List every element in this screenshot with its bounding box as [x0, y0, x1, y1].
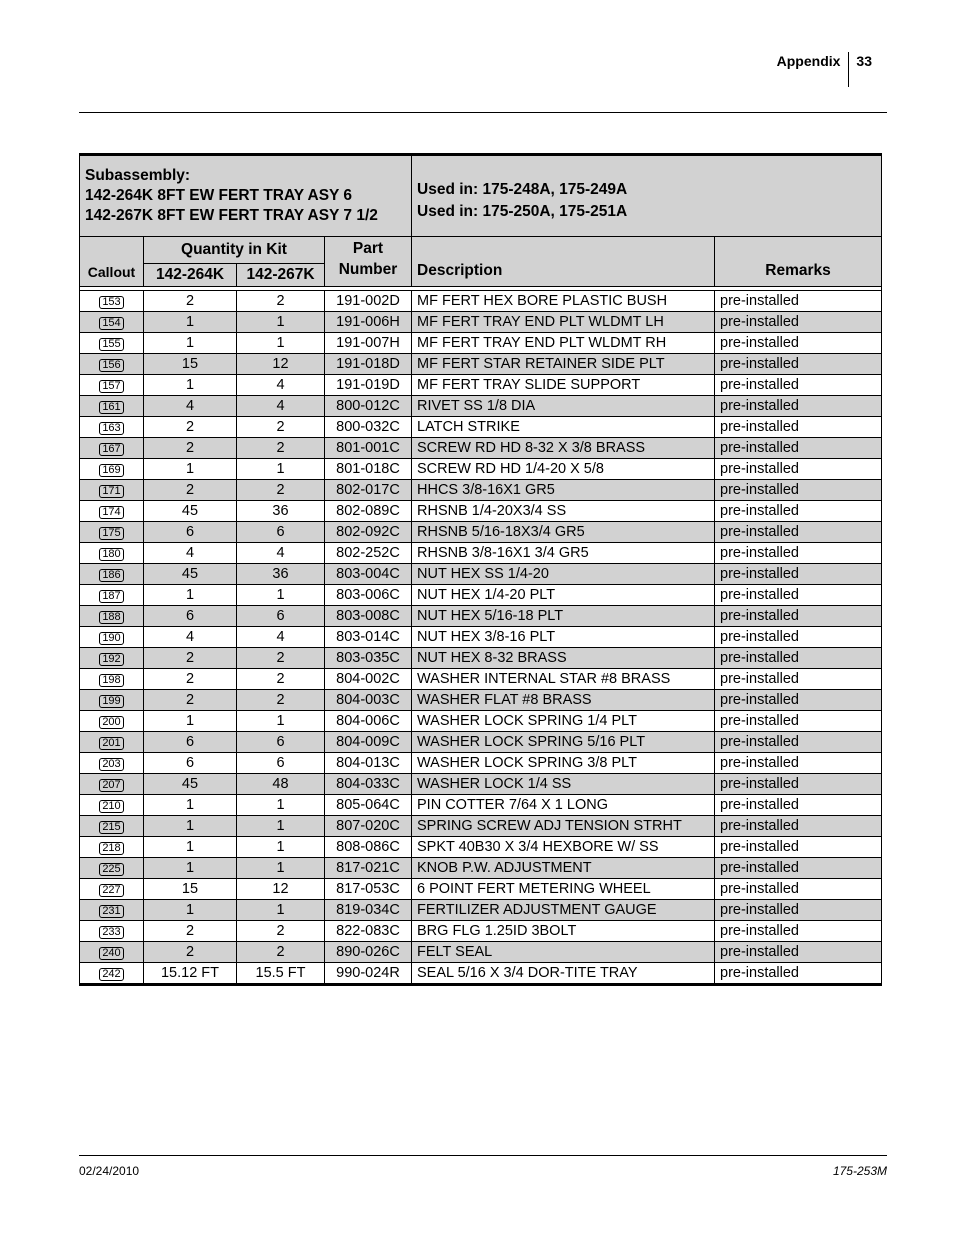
remarks-cell: pre-installed — [715, 543, 882, 564]
table-row — [80, 816, 882, 837]
callout-badge: 227 — [99, 884, 123, 897]
qty-142-267k-cell: 1 — [237, 333, 325, 354]
callout-badge: 233 — [99, 926, 123, 939]
table-row — [80, 942, 882, 963]
part-number-cell: 801-001C — [325, 438, 412, 459]
callout-badge: 171 — [99, 485, 123, 498]
callout-badge: 174 — [99, 506, 123, 519]
table-row — [80, 564, 882, 585]
qty-142-264k-cell: 1 — [144, 795, 237, 816]
description-cell: MF FERT HEX BORE PLASTIC BUSH — [412, 291, 715, 312]
description-cell: RHSNB 5/16-18X3/4 GR5 — [412, 522, 715, 543]
part-number-cell: 808-086C — [325, 837, 412, 858]
callout-badge: 161 — [99, 401, 123, 414]
col-description: Description — [412, 237, 715, 287]
page-header — [777, 52, 872, 87]
qty-142-267k-cell: 4 — [237, 627, 325, 648]
qty-142-264k-cell: 45 — [144, 501, 237, 522]
qty-142-264k-cell: 45 — [144, 774, 237, 795]
part-number-cell: 804-006C — [325, 711, 412, 732]
part-number-cell: 191-002D — [325, 291, 412, 312]
callout-cell — [80, 501, 144, 522]
callout-badge: 157 — [99, 380, 123, 393]
callout-badge: 167 — [99, 443, 123, 456]
part-number-cell: 191-007H — [325, 333, 412, 354]
part-number-cell: 803-008C — [325, 606, 412, 627]
callout-cell — [80, 438, 144, 459]
part-number-cell: 804-033C — [325, 774, 412, 795]
table-row — [80, 585, 882, 606]
remarks-cell: pre-installed — [715, 564, 882, 585]
callout-badge: 155 — [99, 338, 123, 351]
table-row — [80, 774, 882, 795]
callout-cell — [80, 396, 144, 417]
callout-badge: 175 — [99, 527, 123, 540]
description-cell: SPKT 40B30 X 3/4 HEXBORE W/ SS — [412, 837, 715, 858]
remarks-cell: pre-installed — [715, 858, 882, 879]
description-cell: WASHER LOCK SPRING 3/8 PLT — [412, 753, 715, 774]
qty-142-264k-cell: 2 — [144, 291, 237, 312]
callout-cell — [80, 312, 144, 333]
qty-142-264k-cell: 15 — [144, 879, 237, 900]
qty-142-267k-cell: 12 — [237, 879, 325, 900]
col-kit-142-267k: 142-267K — [237, 264, 325, 287]
callout-badge: 187 — [99, 590, 123, 603]
description-cell: BRG FLG 1.25ID 3BOLT — [412, 921, 715, 942]
remarks-cell: pre-installed — [715, 354, 882, 375]
footer-rule — [79, 1155, 887, 1156]
callout-cell — [80, 480, 144, 501]
remarks-cell: pre-installed — [715, 585, 882, 606]
callout-cell — [80, 711, 144, 732]
subassembly-label: Subassembly: — [85, 167, 191, 184]
part-number-cell: 803-006C — [325, 585, 412, 606]
subassembly-line-2: 142-267K 8FT EW FERT TRAY ASY 7 1/2 — [85, 207, 378, 224]
remarks-cell: pre-installed — [715, 963, 882, 985]
description-cell: NUT HEX 3/8-16 PLT — [412, 627, 715, 648]
qty-142-264k-cell: 1 — [144, 816, 237, 837]
table-row — [80, 606, 882, 627]
qty-142-267k-cell: 1 — [237, 900, 325, 921]
qty-142-264k-cell: 15 — [144, 354, 237, 375]
callout-cell — [80, 942, 144, 963]
qty-142-264k-cell: 4 — [144, 543, 237, 564]
description-cell: 6 POINT FERT METERING WHEEL — [412, 879, 715, 900]
table-row — [80, 522, 882, 543]
qty-142-264k-cell: 15.12 FT — [144, 963, 237, 985]
callout-cell — [80, 291, 144, 312]
callout-badge: 163 — [99, 422, 123, 435]
callout-badge: 200 — [99, 716, 123, 729]
qty-142-267k-cell: 36 — [237, 501, 325, 522]
callout-badge: 199 — [99, 695, 123, 708]
remarks-cell: pre-installed — [715, 795, 882, 816]
col-callout: Callout — [80, 237, 144, 287]
remarks-cell: pre-installed — [715, 480, 882, 501]
description-cell: FERTILIZER ADJUSTMENT GAUGE — [412, 900, 715, 921]
col-part-number: Part Number — [325, 237, 412, 287]
qty-142-267k-cell: 1 — [237, 795, 325, 816]
remarks-cell: pre-installed — [715, 690, 882, 711]
description-cell: MF FERT TRAY SLIDE SUPPORT — [412, 375, 715, 396]
qty-142-267k-cell: 1 — [237, 816, 325, 837]
qty-142-264k-cell: 1 — [144, 711, 237, 732]
qty-142-264k-cell: 2 — [144, 942, 237, 963]
description-cell: WASHER INTERNAL STAR #8 BRASS — [412, 669, 715, 690]
callout-cell — [80, 354, 144, 375]
qty-142-264k-cell: 1 — [144, 375, 237, 396]
table-row — [80, 648, 882, 669]
remarks-cell: pre-installed — [715, 333, 882, 354]
callout-badge: 186 — [99, 569, 123, 582]
description-cell: HHCS 3/8-16X1 GR5 — [412, 480, 715, 501]
callout-cell — [80, 795, 144, 816]
qty-142-267k-cell: 1 — [237, 585, 325, 606]
qty-142-267k-cell: 2 — [237, 669, 325, 690]
remarks-cell: pre-installed — [715, 522, 882, 543]
description-cell: WASHER FLAT #8 BRASS — [412, 690, 715, 711]
description-cell: SCREW RD HD 1/4-20 X 5/8 — [412, 459, 715, 480]
description-cell: PIN COTTER 7/64 X 1 LONG — [412, 795, 715, 816]
callout-cell — [80, 564, 144, 585]
table-row — [80, 963, 882, 985]
part-number-cell: 802-252C — [325, 543, 412, 564]
qty-142-267k-cell: 2 — [237, 648, 325, 669]
callout-cell — [80, 732, 144, 753]
remarks-cell: pre-installed — [715, 291, 882, 312]
remarks-cell: pre-installed — [715, 396, 882, 417]
qty-142-264k-cell: 1 — [144, 858, 237, 879]
qty-142-264k-cell: 2 — [144, 480, 237, 501]
description-cell: SCREW RD HD 8-32 X 3/8 BRASS — [412, 438, 715, 459]
qty-142-267k-cell: 2 — [237, 921, 325, 942]
qty-142-264k-cell: 2 — [144, 438, 237, 459]
description-cell: RHSNB 3/8-16X1 3/4 GR5 — [412, 543, 715, 564]
qty-142-264k-cell: 6 — [144, 606, 237, 627]
remarks-cell: pre-installed — [715, 753, 882, 774]
callout-cell — [80, 963, 144, 985]
callout-cell — [80, 648, 144, 669]
part-number-cell: 802-092C — [325, 522, 412, 543]
remarks-cell: pre-installed — [715, 312, 882, 333]
qty-142-267k-cell: 36 — [237, 564, 325, 585]
qty-142-264k-cell: 45 — [144, 564, 237, 585]
col-remarks: Remarks — [715, 237, 882, 287]
description-cell: NUT HEX 1/4-20 PLT — [412, 585, 715, 606]
qty-142-264k-cell: 1 — [144, 333, 237, 354]
qty-142-264k-cell: 6 — [144, 753, 237, 774]
qty-142-264k-cell: 2 — [144, 417, 237, 438]
part-number-cell: 990-024R — [325, 963, 412, 985]
qty-142-264k-cell: 1 — [144, 837, 237, 858]
table-row — [80, 480, 882, 501]
callout-badge: 169 — [99, 464, 123, 477]
part-number-cell: 817-053C — [325, 879, 412, 900]
description-cell: MF FERT TRAY END PLT WLDMT RH — [412, 333, 715, 354]
part-number-cell: 817-021C — [325, 858, 412, 879]
qty-142-267k-cell: 1 — [237, 837, 325, 858]
qty-142-264k-cell: 1 — [144, 900, 237, 921]
qty-142-264k-cell: 1 — [144, 312, 237, 333]
description-cell: NUT HEX SS 1/4-20 — [412, 564, 715, 585]
used-in-line-1: Used in: 175-248A, 175-249A — [417, 181, 628, 198]
callout-badge: 153 — [99, 296, 123, 309]
part-number-cell: 800-032C — [325, 417, 412, 438]
table-row — [80, 543, 882, 564]
remarks-cell: pre-installed — [715, 774, 882, 795]
part-number-cell: 819-034C — [325, 900, 412, 921]
callout-cell — [80, 627, 144, 648]
callout-badge: 156 — [99, 359, 123, 372]
table-row — [80, 879, 882, 900]
used-in-cell — [412, 155, 882, 237]
qty-142-267k-cell: 2 — [237, 690, 325, 711]
part-number-cell: 803-035C — [325, 648, 412, 669]
qty-142-267k-cell: 2 — [237, 438, 325, 459]
table-row — [80, 837, 882, 858]
remarks-cell: pre-installed — [715, 816, 882, 837]
callout-cell — [80, 417, 144, 438]
remarks-cell: pre-installed — [715, 711, 882, 732]
description-cell: RHSNB 1/4-20X3/4 SS — [412, 501, 715, 522]
remarks-cell: pre-installed — [715, 627, 882, 648]
table-row — [80, 732, 882, 753]
qty-142-264k-cell: 2 — [144, 690, 237, 711]
qty-142-267k-cell: 6 — [237, 732, 325, 753]
callout-cell — [80, 543, 144, 564]
callout-badge: 215 — [99, 821, 123, 834]
remarks-cell: pre-installed — [715, 438, 882, 459]
part-number-cell: 802-089C — [325, 501, 412, 522]
qty-142-267k-cell: 6 — [237, 606, 325, 627]
col-kit-142-264k: 142-264K — [144, 264, 237, 287]
remarks-cell: pre-installed — [715, 837, 882, 858]
qty-142-264k-cell: 4 — [144, 627, 237, 648]
callout-cell — [80, 333, 144, 354]
callout-badge: 198 — [99, 674, 123, 687]
remarks-cell: pre-installed — [715, 606, 882, 627]
part-number-cell: 801-018C — [325, 459, 412, 480]
qty-142-264k-cell: 4 — [144, 396, 237, 417]
remarks-cell: pre-installed — [715, 879, 882, 900]
qty-142-267k-cell: 48 — [237, 774, 325, 795]
table-row — [80, 417, 882, 438]
subassembly-cell — [80, 155, 412, 237]
callout-badge: 201 — [99, 737, 123, 750]
qty-142-267k-cell: 1 — [237, 711, 325, 732]
subassembly-line-1: 142-264K 8FT EW FERT TRAY ASY 6 — [85, 187, 353, 204]
table-row — [80, 900, 882, 921]
qty-142-267k-cell: 2 — [237, 291, 325, 312]
qty-142-267k-cell: 15.5 FT — [237, 963, 325, 985]
table-row — [80, 459, 882, 480]
remarks-cell: pre-installed — [715, 648, 882, 669]
part-number-cell: 191-019D — [325, 375, 412, 396]
qty-142-267k-cell: 6 — [237, 522, 325, 543]
used-in-line-2: Used in: 175-250A, 175-251A — [417, 203, 628, 220]
callout-cell — [80, 921, 144, 942]
qty-142-267k-cell: 2 — [237, 942, 325, 963]
qty-142-267k-cell: 1 — [237, 459, 325, 480]
table-row — [80, 438, 882, 459]
description-cell: KNOB P.W. ADJUSTMENT — [412, 858, 715, 879]
callout-cell — [80, 753, 144, 774]
qty-142-267k-cell: 4 — [237, 375, 325, 396]
part-number-cell: 803-004C — [325, 564, 412, 585]
description-cell: LATCH STRIKE — [412, 417, 715, 438]
footer-date: 02/24/2010 — [79, 1164, 140, 1178]
part-number-cell: 804-002C — [325, 669, 412, 690]
callout-badge: 218 — [99, 842, 123, 855]
callout-badge: 180 — [99, 548, 123, 561]
callout-badge: 190 — [99, 632, 123, 645]
callout-cell — [80, 459, 144, 480]
remarks-cell: pre-installed — [715, 921, 882, 942]
qty-142-267k-cell: 4 — [237, 543, 325, 564]
description-cell: NUT HEX 5/16-18 PLT — [412, 606, 715, 627]
callout-cell — [80, 816, 144, 837]
table-row — [80, 669, 882, 690]
callout-badge: 240 — [99, 947, 123, 960]
description-cell: SEAL 5/16 X 3/4 DOR-TITE TRAY — [412, 963, 715, 985]
parts-rows — [80, 291, 882, 985]
callout-badge: 207 — [99, 779, 123, 792]
part-number-cell: 802-017C — [325, 480, 412, 501]
qty-142-267k-cell: 6 — [237, 753, 325, 774]
description-cell: MF FERT TRAY END PLT WLDMT LH — [412, 312, 715, 333]
remarks-cell: pre-installed — [715, 375, 882, 396]
callout-badge: 225 — [99, 863, 123, 876]
qty-142-267k-cell: 1 — [237, 312, 325, 333]
remarks-cell: pre-installed — [715, 669, 882, 690]
callout-cell — [80, 774, 144, 795]
callout-cell — [80, 858, 144, 879]
table-row — [80, 501, 882, 522]
callout-cell — [80, 900, 144, 921]
remarks-cell: pre-installed — [715, 459, 882, 480]
qty-142-267k-cell: 2 — [237, 480, 325, 501]
table-row — [80, 858, 882, 879]
qty-142-267k-cell: 4 — [237, 396, 325, 417]
qty-142-264k-cell: 2 — [144, 669, 237, 690]
table-row — [80, 711, 882, 732]
part-number-cell: 805-064C — [325, 795, 412, 816]
description-cell: NUT HEX 8-32 BRASS — [412, 648, 715, 669]
callout-cell — [80, 879, 144, 900]
part-number-cell: 890-026C — [325, 942, 412, 963]
header-rule — [79, 112, 887, 113]
callout-cell — [80, 837, 144, 858]
callout-cell — [80, 522, 144, 543]
table-row — [80, 921, 882, 942]
qty-142-267k-cell: 12 — [237, 354, 325, 375]
table-row — [80, 627, 882, 648]
footer-doc-number: 175-253M — [832, 1164, 887, 1178]
subassembly-row — [80, 155, 882, 237]
callout-cell — [80, 669, 144, 690]
callout-cell — [80, 585, 144, 606]
callout-cell — [80, 690, 144, 711]
page-number: 33 — [848, 52, 872, 87]
description-cell: RIVET SS 1/8 DIA — [412, 396, 715, 417]
description-cell: FELT SEAL — [412, 942, 715, 963]
table-row — [80, 396, 882, 417]
callout-cell — [80, 606, 144, 627]
part-number-cell: 807-020C — [325, 816, 412, 837]
description-cell: WASHER LOCK 1/4 SS — [412, 774, 715, 795]
table-row — [80, 354, 882, 375]
table-row — [80, 291, 882, 312]
callout-badge: 203 — [99, 758, 123, 771]
part-number-cell: 191-018D — [325, 354, 412, 375]
qty-142-264k-cell: 1 — [144, 459, 237, 480]
part-number-cell: 804-013C — [325, 753, 412, 774]
table-row — [80, 690, 882, 711]
part-number-cell: 803-014C — [325, 627, 412, 648]
column-header-row — [80, 237, 882, 264]
table-row — [80, 795, 882, 816]
remarks-cell: pre-installed — [715, 732, 882, 753]
description-cell: WASHER LOCK SPRING 1/4 PLT — [412, 711, 715, 732]
remarks-cell: pre-installed — [715, 417, 882, 438]
table-row — [80, 375, 882, 396]
qty-142-267k-cell: 2 — [237, 417, 325, 438]
qty-142-264k-cell: 6 — [144, 522, 237, 543]
parts-table — [79, 153, 882, 986]
callout-badge: 154 — [99, 317, 123, 330]
remarks-cell: pre-installed — [715, 501, 882, 522]
callout-badge: 188 — [99, 611, 123, 624]
qty-142-264k-cell: 2 — [144, 921, 237, 942]
table-row — [80, 312, 882, 333]
part-number-cell: 822-083C — [325, 921, 412, 942]
table-row — [80, 753, 882, 774]
description-cell: SPRING SCREW ADJ TENSION STRHT — [412, 816, 715, 837]
callout-badge: 231 — [99, 905, 123, 918]
callout-badge: 192 — [99, 653, 123, 666]
table-row — [80, 333, 882, 354]
part-number-cell: 800-012C — [325, 396, 412, 417]
description-cell: WASHER LOCK SPRING 5/16 PLT — [412, 732, 715, 753]
part-number-cell: 804-009C — [325, 732, 412, 753]
remarks-cell: pre-installed — [715, 942, 882, 963]
qty-142-264k-cell: 6 — [144, 732, 237, 753]
qty-142-264k-cell: 1 — [144, 585, 237, 606]
qty-142-264k-cell: 2 — [144, 648, 237, 669]
callout-badge: 210 — [99, 800, 123, 813]
qty-142-267k-cell: 1 — [237, 858, 325, 879]
callout-badge: 242 — [99, 968, 123, 981]
section-title: Appendix — [776, 53, 841, 69]
description-cell: MF FERT STAR RETAINER SIDE PLT — [412, 354, 715, 375]
callout-cell — [80, 375, 144, 396]
remarks-cell: pre-installed — [715, 900, 882, 921]
col-quantity-in-kit: Quantity in Kit — [144, 237, 325, 264]
part-number-cell: 191-006H — [325, 312, 412, 333]
part-number-cell: 804-003C — [325, 690, 412, 711]
